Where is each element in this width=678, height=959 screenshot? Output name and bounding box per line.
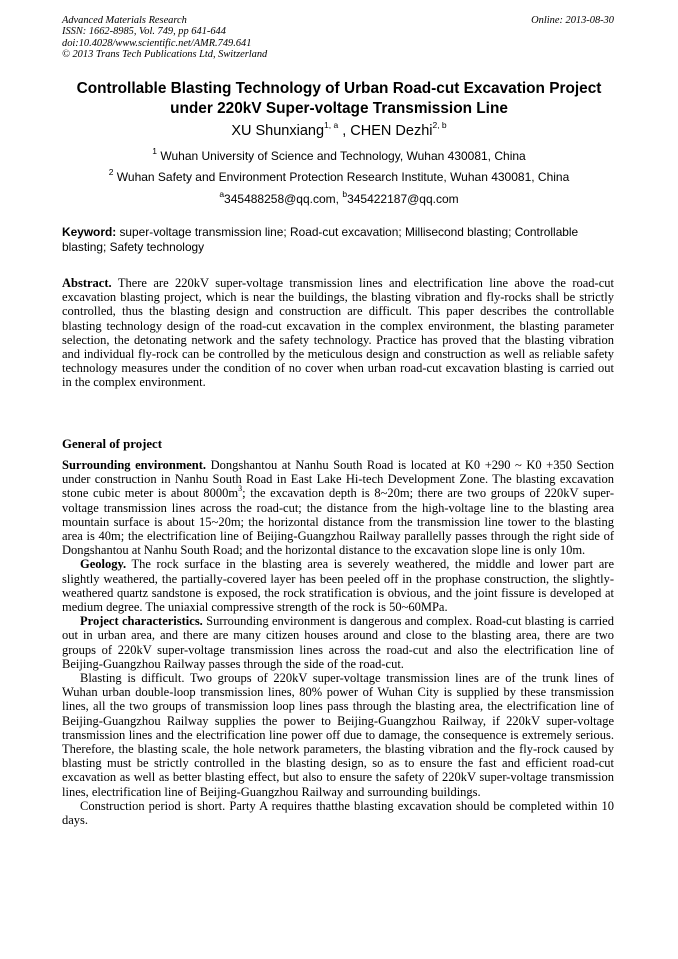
section-body xyxy=(62,458,614,827)
doi-line: doi:10.4028/www.scientific.net/AMR.749.641 xyxy=(62,37,252,49)
online-date: Online: 2013-08-30 xyxy=(531,15,614,26)
keywords-label: Keyword: xyxy=(62,225,117,239)
project-characteristics-label: Project characteristics. xyxy=(80,614,203,629)
email-b-sup: b xyxy=(342,189,348,199)
abstract-text: There are 220kV super-voltage transmission lines and electrification line above the road-cut excavation blasting project, which is near the buildings, the blasting vibration and fly-rocks shall be strictly controlled, thus the blasting design and construction are difficult. This paper describes the controllable blasting technology design of the road-cut excavation in the complex environment, the blasting parameter selection, the detonating network and the safety technology. Practice has proved that the blasting vibration and individual fly-rock can be controlled by the meticulous design and construction as well as reliable safety technology measures under the condition of no cover when urban road-cut excavation blasting is carried out in the complex environment. xyxy=(62,276,614,390)
paper-title xyxy=(40,79,638,118)
affiliation-1-text: Wuhan University of Science and Technology, Wuhan 430081, China xyxy=(160,149,526,163)
author-1-affil-sup: 1, a xyxy=(324,120,339,131)
affiliation-2 xyxy=(40,167,638,185)
affiliation-1-sup: 1 xyxy=(152,146,158,156)
surrounding-environment-label: Surrounding environment. xyxy=(62,458,207,472)
author-emails xyxy=(40,189,638,207)
author-1: XU Shunxiang xyxy=(231,123,325,139)
email-separator: , xyxy=(335,192,343,206)
author-2: CHEN Dezhi xyxy=(350,123,433,139)
geology-label: Geology. xyxy=(80,557,127,572)
journal-name: Advanced Materials Research xyxy=(62,15,187,26)
section-heading: General of project xyxy=(62,437,162,451)
keywords-text: super-voltage transmission line; Road-cut excavation; Millisecond blasting; Controllable blasting; Safety technology xyxy=(62,225,579,255)
keywords-block xyxy=(62,225,614,256)
paragraph-project-characteristics xyxy=(62,614,614,671)
copyright-line: © 2013 Trans Tech Publications Ltd, Switzerland xyxy=(62,48,268,60)
email-a-sup: a xyxy=(219,189,225,199)
email-a[interactable]: 345488258@qq.com xyxy=(224,192,336,206)
journal-header xyxy=(62,15,442,60)
affiliation-2-sup: 2 xyxy=(108,167,114,177)
abstract-label: Abstract. xyxy=(62,276,112,290)
paragraph-surrounding-environment xyxy=(62,458,614,557)
title-line-2: under 220kV Super-voltage Transmission Line xyxy=(170,99,508,117)
author-2-affil-sup: 2, b xyxy=(432,120,447,131)
abstract-paragraph xyxy=(62,276,614,390)
affiliation-1 xyxy=(40,146,638,164)
surrounding-environment-text-a: Dongshantou at Nanhu South Road is located at K0 +290 ~ K0 +350 Section under construction in Nanhu South Road in East Lake Hi-tech Development Zone. The blasting excavation stone cubic meter is about 8000m xyxy=(62,458,614,501)
email-b[interactable]: 345422187@qq.com xyxy=(347,192,459,206)
author-list xyxy=(40,122,638,140)
cubic-superscript: 3 xyxy=(238,484,243,494)
issn-line: ISSN: 1662-8985, Vol. 749, pp 641-644 xyxy=(62,26,226,38)
surrounding-environment-text-b: ; the excavation depth is 8~20m; there are two groups of 220kV super-voltage transmission lines across the road-cut; the distance from the high-voltage line to the blasting area mountain surface is about 15~20m; the horizontal distance from the transmission line tower to the blasting area is 40m; the electrification line of Beijing-Guangzhou Railway parallelly passes through the right side of Dongshantou at Nanhu South Road; and the horizontal distance to the excavation slope line is only 10m. xyxy=(62,486,614,558)
project-characteristics-text: Surrounding environment is dangerous and complex. Road-cut blasting is carried out in urban area, and there are many citizen houses around and close to the blasting area, there are two groups of 220kV super-voltage transmission lines across the road-cut and also the electrification line of Beijing-Guangzhou Railway passes through the side of the road-cut. xyxy=(62,614,614,671)
title-line-1: Controllable Blasting Technology of Urban Road-cut Excavation Project xyxy=(76,80,602,97)
geology-text: The rock surface in the blasting area is severely weathered, the middle and lower part are slightly weathered, the partially-covered layer has been peeled off in the prophase construction, the slightly-weathered quartz sandstone is exposed, the rock stratification is obvious, and the joint fissure is developed at medium degree. The uniaxial compressive strength of the rock is 50~60MPa. xyxy=(62,557,614,615)
author-separator: , xyxy=(338,123,351,139)
paragraph-geology xyxy=(62,557,614,614)
paragraph-blasting-difficult: Blasting is difficult. Two groups of 220kV super-voltage transmission lines are of the trunk lines of Wuhan urban double-loop transmission lines, 80% power of Wuhan City is supplied by these transmission lines, all the two groups of transmission loop lines pass through the blasting area, the electrification line of Beijing-Guangzhou Railway supplies the power to Beijing-Guangzhou Railway, if 220kV super-voltage transmission lines and the electrification line power off due to damage, the consequence is extremely serious. Therefore, the blasting scale, the hole network parameters, the blasting vibration and the fly-rock caused by blasting must be strictly controlled in the blasting design, so as to ensure the fast and efficient road-cut excavation as well as better blasting effect, but also to ensure the safety of 220kV super-voltage transmission lines, electrification line of Beijing-Guangzhou Railway and surrounding buildings. xyxy=(62,671,614,799)
affiliation-2-text: Wuhan Safety and Environment Protection Research Institute, Wuhan 430081, China xyxy=(116,170,570,184)
paragraph-construction-period: Construction period is short. Party A requires thatthe blasting excavation should be completed within 10 days. xyxy=(62,798,614,828)
